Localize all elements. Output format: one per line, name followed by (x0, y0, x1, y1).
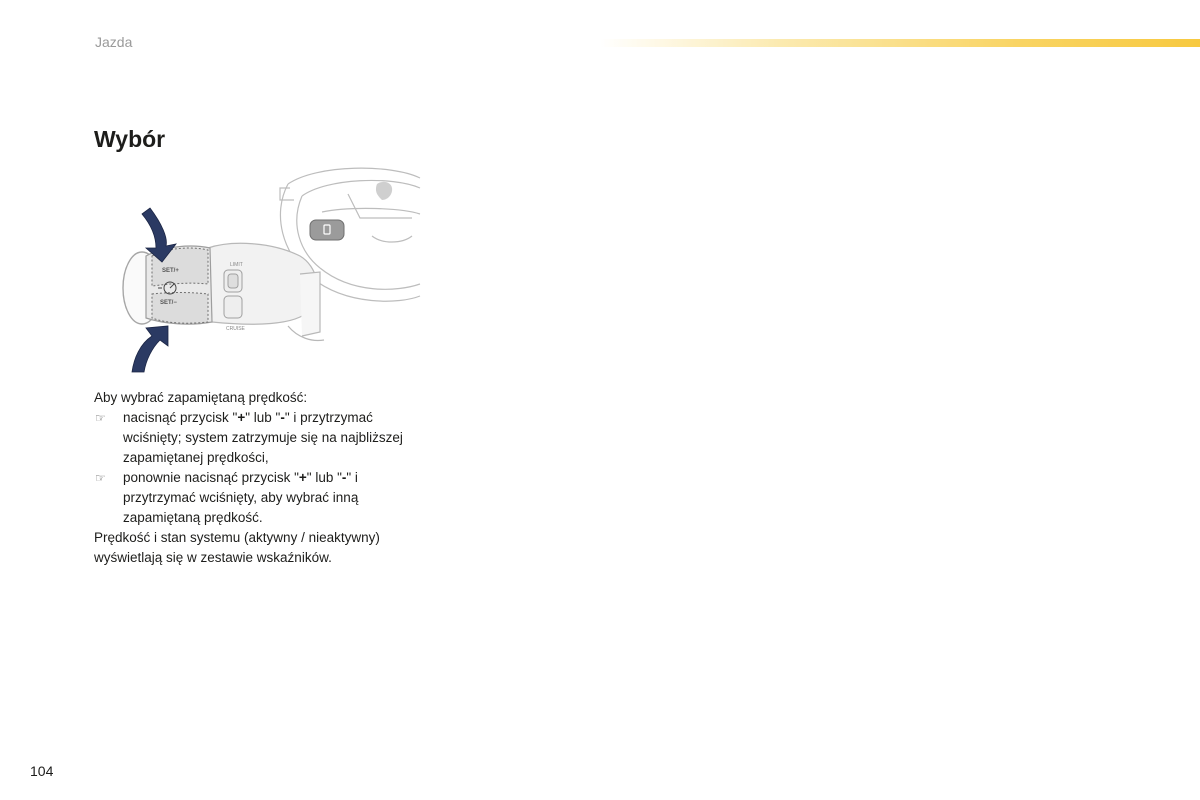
bullet-item-1: ☞ nacisnąć przycisk "+" lub "-" i przytrzymać wciśnięty; system zatrzymuje się na najbliższej zapamiętanej prędkości, (95, 410, 403, 465)
instructions-text (94, 388, 424, 568)
label-set-minus: SET/− (160, 300, 177, 306)
bullet-item-2: ☞ ponownie nacisnąć przycisk "+" lub "-" i przytrzymać wciśnięty, aby wybrać inną zapamiętaną prędkość. (95, 470, 359, 525)
label-cruise: CRUISE (226, 326, 245, 332)
cruise-control-illustration (112, 166, 422, 374)
stalk-highlight (310, 220, 344, 240)
intro-paragraph: Aby wybrać zapamiętaną prędkość: (94, 390, 308, 405)
stalk-grip (146, 246, 212, 324)
label-limit: LIMIT (230, 262, 243, 268)
closing-paragraph: Prędkość i stan systemu (aktywny / nieaktywny) wyświetlają się w zestawie wskaźników. (94, 530, 380, 565)
header-section-label: Jazda (95, 34, 133, 50)
label-set-plus: SET/+ (162, 268, 179, 274)
pointing-hand-icon: ☞ (95, 411, 106, 425)
section-title: Wybór (94, 126, 166, 152)
arrow-up-icon (132, 326, 168, 372)
pointing-hand-icon: ☞ (95, 471, 106, 485)
header-accent-bar (600, 39, 1200, 47)
brand-emblem (376, 182, 392, 200)
page-number: 104 (30, 763, 54, 779)
